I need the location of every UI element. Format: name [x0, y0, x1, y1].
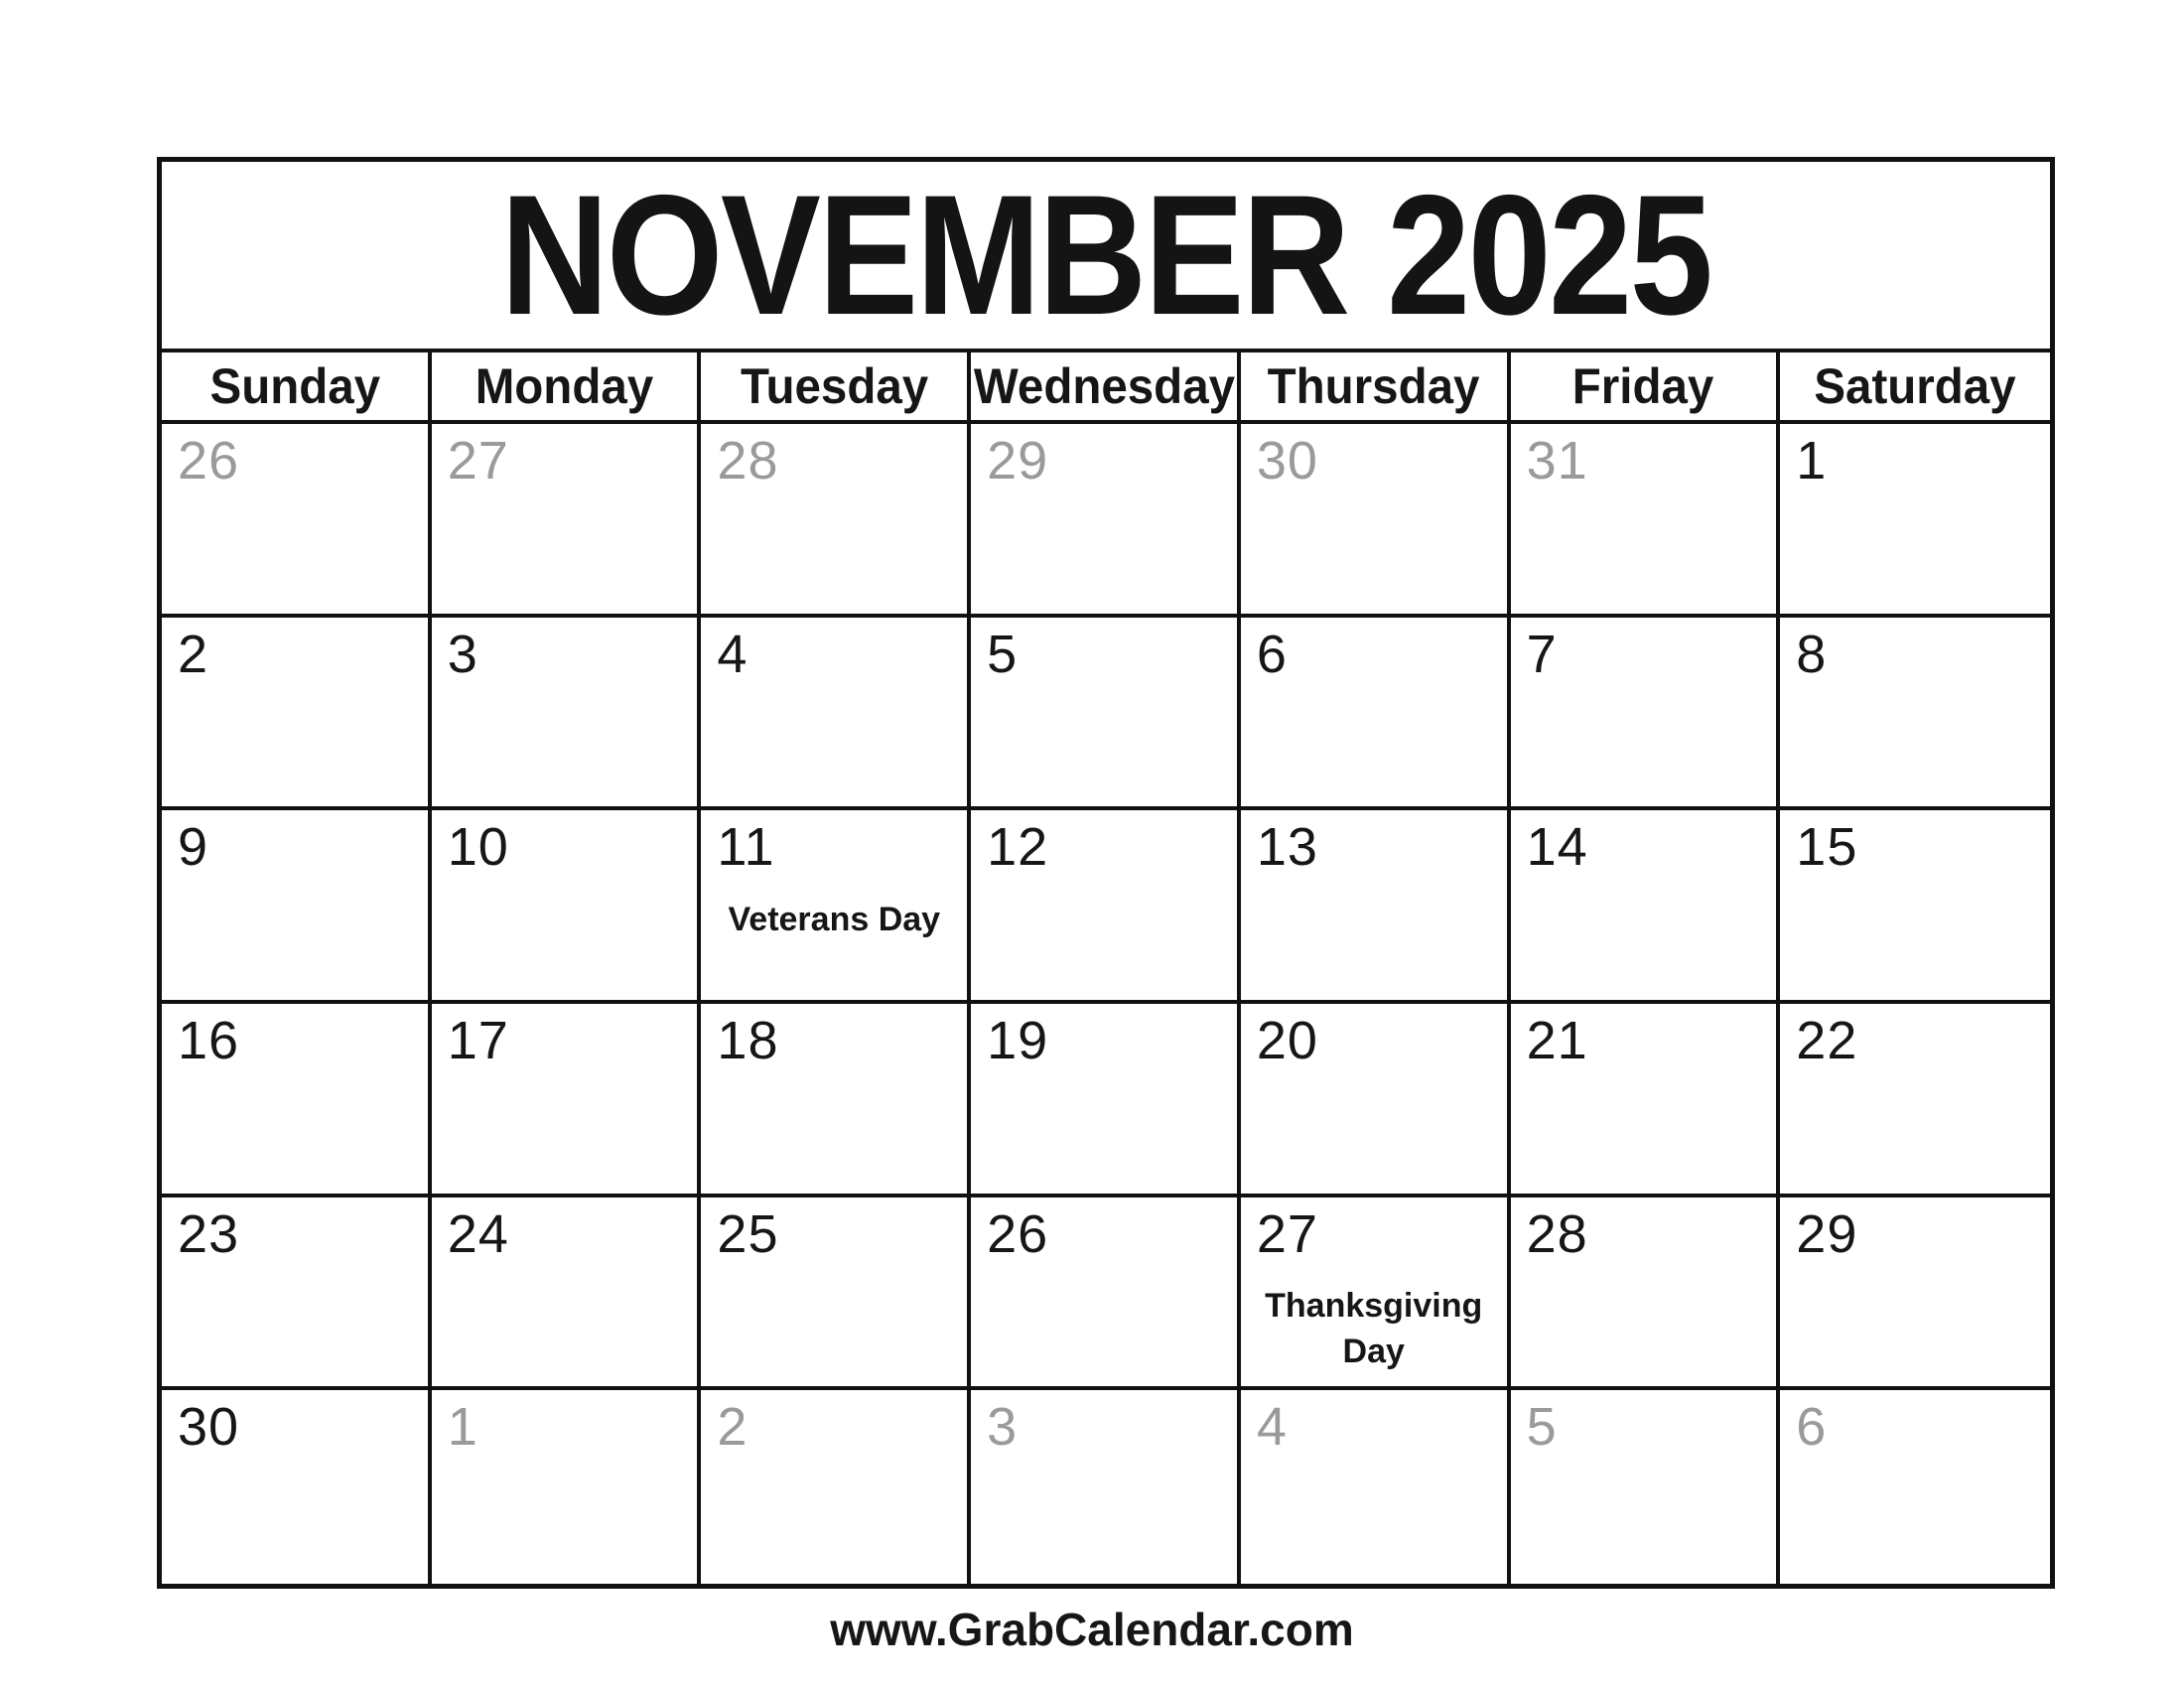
day-cell — [701, 810, 971, 1004]
day-number: 1 — [447, 1397, 478, 1458]
day-cell — [1780, 1004, 2050, 1197]
day-number: 29 — [987, 431, 1049, 491]
day-cell — [1511, 618, 1781, 811]
day-cell — [1241, 1004, 1511, 1197]
day-number: 14 — [1526, 817, 1588, 878]
day-cell — [162, 618, 432, 811]
day-number: 15 — [1796, 817, 1858, 878]
day-grid — [162, 424, 2050, 1584]
day-number: 13 — [1256, 817, 1318, 878]
day-number: 17 — [447, 1011, 509, 1070]
day-cell — [432, 618, 702, 811]
weekday-label: Friday — [1572, 358, 1714, 414]
day-number: 24 — [447, 1203, 509, 1264]
day-number: 8 — [1796, 624, 1828, 684]
day-number: 19 — [987, 1011, 1049, 1070]
footer-url: www.GrabCalendar.com — [830, 1604, 1354, 1655]
day-cell — [432, 1004, 702, 1197]
day-cell — [701, 1197, 971, 1391]
day-number: 18 — [717, 1011, 779, 1070]
day-cell — [971, 1390, 1241, 1584]
weekday-header-tuesday — [701, 352, 971, 420]
day-cell — [1511, 424, 1781, 618]
day-number: 2 — [178, 624, 209, 684]
day-cell — [701, 618, 971, 811]
weekday-header-sunday — [162, 352, 432, 420]
holiday-label: Thanksgiving Day — [1265, 1287, 1483, 1371]
footer — [0, 1603, 2184, 1656]
day-cell — [432, 1390, 702, 1584]
weekday-header-wednesday — [971, 352, 1241, 420]
day-number: 31 — [1526, 431, 1588, 491]
calendar-title-row — [162, 162, 2050, 352]
day-number: 6 — [1256, 624, 1288, 684]
weekday-label: Thursday — [1267, 358, 1480, 414]
day-number: 3 — [987, 1397, 1019, 1458]
weekday-header-saturday — [1780, 352, 2050, 420]
day-cell — [1780, 424, 2050, 618]
day-number: 28 — [717, 431, 779, 491]
day-cell — [1511, 1390, 1781, 1584]
day-number: 30 — [1256, 431, 1318, 491]
weekday-header-friday — [1511, 352, 1781, 420]
weekday-header-monday — [432, 352, 702, 420]
day-cell — [1511, 1197, 1781, 1391]
day-number: 28 — [1526, 1203, 1588, 1264]
day-cell — [432, 424, 702, 618]
day-cell — [971, 1004, 1241, 1197]
weekday-label: Saturday — [1814, 358, 2016, 414]
calendar-title: NOVEMBER 2025 — [500, 162, 1711, 351]
day-cell — [1511, 1004, 1781, 1197]
weekday-label: Sunday — [209, 358, 380, 414]
day-number: 26 — [987, 1203, 1049, 1264]
day-number: 25 — [717, 1203, 779, 1264]
day-number: 22 — [1796, 1011, 1858, 1070]
day-cell — [1241, 1390, 1511, 1584]
day-cell — [1241, 618, 1511, 811]
holiday-label: Veterans Day — [728, 901, 941, 939]
day-number: 5 — [1526, 1397, 1558, 1458]
day-number: 2 — [717, 1397, 749, 1458]
weekday-label: Wednesday — [973, 358, 1235, 414]
day-cell — [1780, 1390, 2050, 1584]
weekday-header-row — [162, 352, 2050, 424]
day-cell — [971, 424, 1241, 618]
day-number: 4 — [717, 624, 749, 684]
day-number: 10 — [447, 817, 509, 878]
day-cell — [432, 1197, 702, 1391]
day-number: 27 — [447, 431, 509, 491]
day-cell — [162, 1390, 432, 1584]
day-cell — [971, 1197, 1241, 1391]
day-cell — [162, 1197, 432, 1391]
day-cell — [701, 1004, 971, 1197]
day-cell — [1241, 1197, 1511, 1391]
day-cell — [162, 424, 432, 618]
day-cell — [1241, 424, 1511, 618]
day-cell — [162, 1004, 432, 1197]
day-cell — [432, 810, 702, 1004]
day-number: 20 — [1256, 1011, 1318, 1070]
day-cell — [1780, 810, 2050, 1004]
day-number: 1 — [1796, 431, 1828, 491]
day-number: 30 — [178, 1397, 240, 1458]
day-number: 16 — [178, 1011, 240, 1070]
day-cell — [1511, 810, 1781, 1004]
day-number: 11 — [717, 817, 775, 878]
day-cell — [971, 618, 1241, 811]
day-cell — [1241, 810, 1511, 1004]
weekday-label: Monday — [475, 358, 654, 414]
day-number: 21 — [1526, 1011, 1588, 1070]
day-number: 9 — [178, 817, 209, 878]
day-cell — [1780, 1197, 2050, 1391]
day-number: 7 — [1526, 624, 1558, 684]
day-number: 23 — [178, 1203, 240, 1264]
weekday-header-thursday — [1241, 352, 1511, 420]
day-cell — [701, 1390, 971, 1584]
day-number: 5 — [987, 624, 1019, 684]
day-number: 3 — [447, 624, 478, 684]
calendar — [157, 157, 2055, 1589]
day-cell — [971, 810, 1241, 1004]
day-cell — [701, 424, 971, 618]
day-cell — [1780, 618, 2050, 811]
weekday-label: Tuesday — [740, 358, 928, 414]
day-number: 12 — [987, 817, 1049, 878]
day-number: 6 — [1796, 1397, 1828, 1458]
day-number: 29 — [1796, 1203, 1858, 1264]
day-number: 26 — [178, 431, 240, 491]
day-number: 4 — [1256, 1397, 1288, 1458]
day-number: 27 — [1256, 1203, 1318, 1264]
day-cell — [162, 810, 432, 1004]
